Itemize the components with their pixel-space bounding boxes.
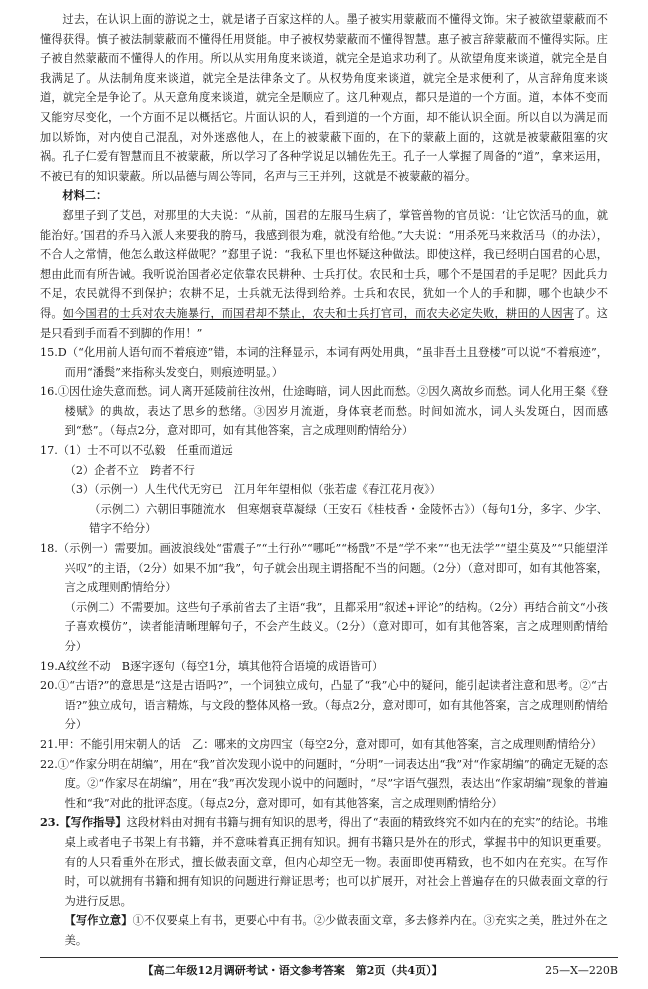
answer-18-example2: （示例二）不需要加。这些句子承前省去了主语“我”，且都采用“叙述+评论”的结构。（2分）再结合前文“小孩子喜欢模仿”，读者能清晰理解句子，不会产生歧义。（2分）（意对即可，如有其他答案，言之成理则酌情给分） [64,600,608,653]
answer-17-3: （3）（示例一）人生代代无穷已 江月年年望相似（张若虚《春江花月夜》） [64,483,441,497]
answer-18-example1: 18.（示例一）需要加。画波浪线处“雷震子”“土行孙”“哪吒”“杨戬”不是“学不来”“也无法学”“望尘莫及”“只能望洋兴叹”的主语，（2分）如果不加“我”，句子就会出现主谓搭配不当的问题。（2分）（意对即可，如有其他答案，言之成理则酌情给分） [40,542,608,595]
answer-17-2: （2）企者不立 跨者不行 [64,463,195,477]
writing-theme-text: ①不仅要桌上有书，更要心中有书。②少做表面文章，多去修养内在。③充实之美，胜过外在之美。 [64,914,608,947]
material2-heading: 材料二： [62,188,108,203]
answer-17-3-example2: （示例二）六朝旧事随流水 但寒烟衰草凝绿（王安石《桂枝香・金陵怀古》）（每句1分，多字、少字、错字不给分） [89,502,608,536]
writing-guidance-text: 这段材料由对拥有书籍与拥有知识的思考，得出了“表面的精致终究不如内在的充实”的结论。书堆桌上或者电子书架上有书籍，并不意味着真正拥有知识。拥有书籍只是外在的形式，掌握书中的知识更重要。有的人只看重外在形式，擅长做表面文章，但内心却空无一物。表面即使再精致，也不如内在充实。在写作时，可以就拥有书籍和拥有知识的问题进行辩证思考；也可以扩展开，对社会上普遍存在的只做表面文章的行为进行反思。 [64,816,608,908]
material1-translation: 过去，在认识上面的游说之士，就是诸子百家这样的人。墨子被实用蒙蔽而不懂得文饰。宋子被欲望蒙蔽而不懂得获得。慎子被法制蒙蔽而不懂得任用贤能。申子被权势蒙蔽而不懂得智慧。惠子被言辞蒙蔽而不懂得实际。庄子被自然蒙蔽而不懂得人的作用。所以从实用角度来谈道，就完全是追求功利了。从欲望角度来谈道，就完全是自我满足了。从法制角度来谈道，就完全是法律条文了。从权势角度来谈道，就完全是求便利了，从言辞角度来谈道，就完全是争论了。从天意角度来谈道，就完全是顺应了。这几种观点，都只是道的一个方面。道，本体不变而又能穷尽变化，一个方面不足以概括它。片面认识的人，看到道的一个方面，却不能认识全面。所以自以为满足而加以矫饰，对内使自己混乱，对外迷惑他人，在上的被蒙蔽下面的，在下的蒙蔽上面的，这就是被蒙蔽阻塞的灾祸。孔子仁爱有智慧而且不被蒙蔽，所以学习了各种学说足以辅佐先王。孔子一人掌握了周备的“道”，拿来运用，不被已有的知识蒙蔽。所以品德与周公等同，名声与三王并列，这就是不被蒙蔽的福分。 [40,13,608,183]
answer-19: 19.A纹丝不动 B逐字逐句（每空1分，填其他符合语境的成语皆可） [40,659,384,673]
material2-translation [40,206,608,343]
answer-21: 21.甲：不能引用宋朝人的话 乙：哪来的文房四宝（每空2分，意对即可，如有其他答案，言之成理则酌情给分） [40,737,602,751]
answer-17-1: 17.（1）士不可以不弘毅 任重而道远 [40,444,233,458]
answer-22: 22.①“作家分明在胡编”，用在“我”首次发现小说中的问题时，“分明”一词表达出“我”对“作家胡编”的确定无疑的态度。②“作家尽在胡编”，用在“我”再次发现小说中的问题时，“尽”字语气强烈，表达出“作家胡编”现象的普遍性和“我”对此的批评态度。（每点2分，意对即可，如有其他答案，言之成理则酌情给分） [40,757,608,810]
answer-15: 15.D（“化用前人语句而不着痕迹”错，本词的注释显示，本词有两处用典，“虽非吾土且登楼”可以说“不着痕迹”，而用“潘鬓”来指称头发变白，则痕迹明显。） [40,346,608,379]
answer-16: 16.①因仕途失意而愁。词人离开延陵前往汝州，仕途晦暗，词人因此而愁。②因久离故乡而愁。词人化用王粲《登楼赋》的典故，表达了思乡的愁绪。③因岁月流逝，身体衰老而愁。时间如流水，词人头发斑白，因而感到“愁”。（每点2分，意对即可，如有其他答案，言之成理则酌情给分） [40,385,608,438]
answer-23-theme [40,911,608,950]
page-footer [40,957,618,978]
material2-text: 郄里子到了艾邑，对那里的大夫说：“从前，国君的左服马生病了，掌管兽物的官员说：‘让它饮活马的血，就能治好。’国君的乔马入派人来要我的胯马，我感到很为难，就没有给他。”大夫说：“用杀死马来救活马（的办法），不合人之常情，他怎么敢这样做呢？”郄里子说：“我私下里也怀疑这种做法。即使这样，我已经明白国君的心思，想由此而有所告诫。我听说治国者必定依靠农民耕种、士兵打仗。农民和士兵，哪个不是国君的手足呢？因此兵力不足，农民就得不到保护；农耕不足，士兵就无法得到给养。士兵和农民，犹如一个人的手和脚，哪个也缺少不得。 [40,208,608,320]
answer-20: 20.①“古语?”的意思是“这是古语吗?”，一个词独立成句，凸显了“我”心中的疑问，能引起读者注意和思考。②“古语?”独立成句，语言精炼，与文段的整体风格一致。（每点2分，意对即可，如有其他答案，言之成理则酌情给分） [40,679,608,732]
material2-underlined-text: 如今国君的士兵对农夫施暴行，而国君却不禁止，农夫和士兵打官司，而农夫必定失败，耕田的人因害 [62,306,575,320]
writing-theme-label: 【写作立意】 [64,913,133,928]
footer-code: 25—X—220B [545,964,618,977]
material2-text-end: 了。这是只看到手而看不到脚的作用！” [40,306,608,340]
answer-23-guidance [40,813,608,911]
writing-guidance-label: 23.【写作指导】 [40,815,127,830]
footer-title: 【高二年级12月调研考试・语文参考答案 第2页（共4页）】 [142,964,443,977]
